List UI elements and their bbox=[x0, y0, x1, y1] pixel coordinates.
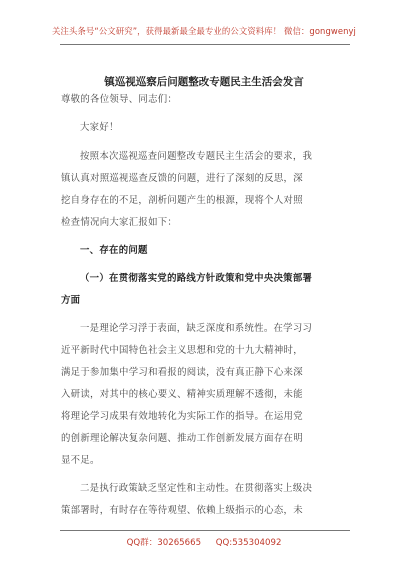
intro-line: 检查情况向大家汇报如下： bbox=[61, 217, 178, 228]
intro-line: 挖自身存在的不足，剖析问题产生的根源，现将个人对照 bbox=[61, 195, 303, 206]
paragraph-line: 的创新理论解决复杂问题、推动工作创新发展方面存在明 bbox=[61, 433, 303, 444]
intro-line: 按照本次巡视巡查问题整改专题民主生活会的要求，我 bbox=[80, 151, 313, 162]
footer-qq: QQ:535304092 bbox=[215, 538, 282, 548]
section-heading: 一、存在的问题 bbox=[80, 245, 148, 256]
paragraph-line: 二是执行政策缺乏坚定性和主动性。在贯彻落实上级决 bbox=[80, 483, 313, 494]
footer-qq-group: QQ群：30265665 bbox=[126, 538, 202, 548]
page-header-promo: 关注头条号“公文研究”，获得最新最全最专业的公文资料库！ 微信：gongwenyj bbox=[52, 26, 356, 36]
document-title: 镇巡视巡察后问题整改专题民主生活会发言 bbox=[104, 76, 304, 88]
subsection-heading: （一）在贯彻落实党的路线方针政策和党中央决策部署 bbox=[80, 273, 313, 284]
paragraph-line: 显不足。 bbox=[61, 455, 100, 466]
footer-divider bbox=[60, 530, 350, 531]
header-divider bbox=[60, 44, 350, 45]
greeting: 大家好！ bbox=[80, 122, 119, 133]
subsection-heading: 方面 bbox=[61, 295, 81, 306]
paragraph-line: 一是理论学习浮于表面，缺乏深度和系统性。在学习习 bbox=[80, 323, 313, 334]
intro-line: 镇认真对照巡视巡查反馈的问题，进行了深刻的反思，深 bbox=[61, 173, 303, 184]
page-footer bbox=[0, 536, 408, 548]
salutation: 尊敬的各位领导、同志们： bbox=[61, 94, 178, 105]
paragraph-line: 策部署时，有时存在等待观望、依赖上级指示的心态，未 bbox=[61, 505, 303, 516]
paragraph-line: 将理论学习成果有效地转化为实际工作的指导。在运用党 bbox=[61, 411, 303, 422]
paragraph-line: 近平新时代中国特色社会主义思想和党的十九大精神时， bbox=[61, 345, 303, 356]
paragraph-line: 入研读，对其中的核心要义、精神实质理解不透彻，未能 bbox=[61, 389, 303, 400]
paragraph-line: 满足于参加集中学习和看报的阅读，没有真正静下心来深 bbox=[61, 367, 303, 378]
